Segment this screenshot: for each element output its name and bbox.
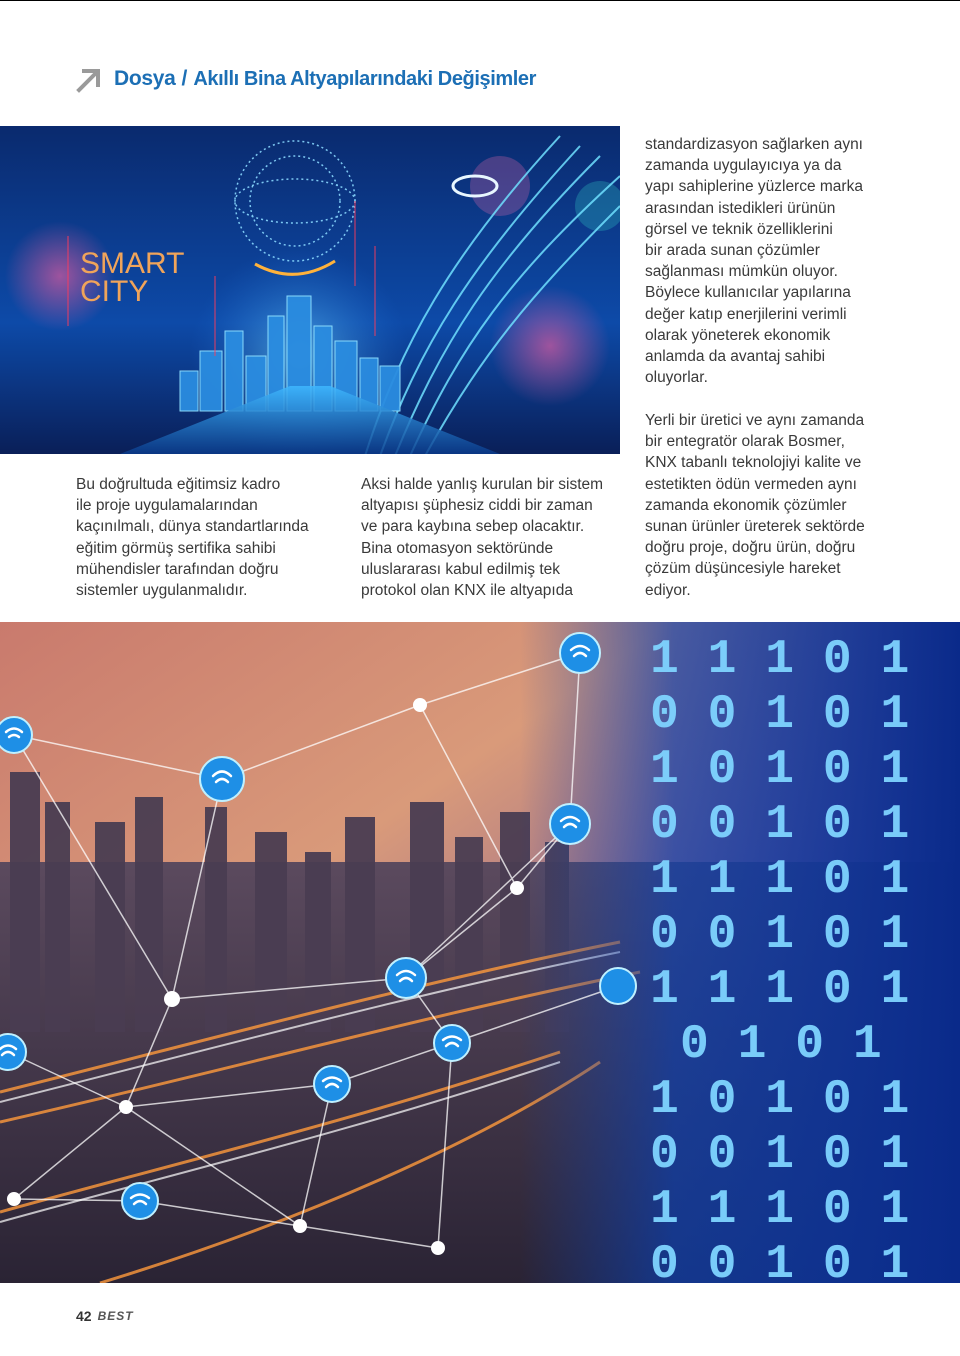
binary-row-9: 1 0 1 0 1 — [650, 1073, 910, 1127]
page-number: 42 — [76, 1308, 92, 1324]
text-column-middle: Aksi halde yanlış kurulan bir sistem altyapısı şüphesiz ciddi bir zaman ve para kaybına sebep olacaktır. Bina otomasyon sektöründe uluslararası kabul edilmiş tek protokol olan KNX ile altyapıda — [361, 476, 604, 600]
page-footer — [76, 1308, 134, 1324]
binary-row-1: 1 1 1 0 1 — [650, 633, 910, 687]
arrow-icon — [74, 64, 104, 94]
binary-row-11: 1 1 1 0 1 — [650, 1183, 910, 1237]
smart-sign-line1: SMART — [80, 247, 185, 280]
binary-row-6: 0 0 1 0 1 — [650, 908, 910, 962]
header-separator: / — [181, 67, 188, 90]
top-rule — [0, 0, 960, 1]
text-column-right-top: standardizasyon sağlarken aynı zamanda uygulayıcıya ya da yapı sahiplerine yüzlerce marka arasından istedikleri ürünün görsel ve teknik özelliklerini bir arada sunan çözümler sağlanması mümkün oluyor. Böylece kullanıcılar yapılarına değer katıp enerjilerini verimli olarak yöneterek ekonomik anlamda da avantaj sahibi oluyorlar. — [645, 136, 863, 387]
binary-row-7: 1 1 1 0 1 — [650, 963, 910, 1017]
page-title: Akıllı Bina Altyapılarındaki Değişimler — [193, 67, 537, 90]
text-column-right-bottom: Yerli bir üretici ve aynı zamanda bir entegratör olarak Bosmer, KNX tabanlı teknolojiyi kalite ve estetikten ödün vermeden aynı zamanda ekonomik çözümler sunan ürünler üreterek sektörde doğru proje, doğru ürün, doğru çözüm düşüncesiyle hareket ediyor. — [645, 412, 865, 599]
magazine-logo: BEST — [97, 1309, 134, 1323]
smart-city-image — [0, 126, 620, 454]
section-label: Dosya — [114, 67, 176, 90]
smart-sign-line2: CITY — [80, 275, 149, 308]
text-column-left: Bu doğrultuda eğitimsiz kadro ile proje uygulamalarından kaçınılmalı, dünya standartlarında eğitim görmüş sertifika sahibi mühendisler tarafından doğru sistemler uygulanmalıdır. — [76, 476, 309, 600]
city-network-image — [0, 622, 960, 1283]
binary-row-4: 0 0 1 0 1 — [650, 798, 910, 852]
binary-row-12: 0 0 1 0 1 — [650, 1238, 910, 1283]
binary-row-3: 1 0 1 0 1 — [650, 743, 910, 797]
binary-row-2: 0 0 1 0 1 — [650, 688, 910, 742]
binary-row-8: 0 1 0 1 — [680, 1018, 882, 1072]
binary-row-5: 1 1 1 0 1 — [650, 853, 910, 907]
binary-row-10: 0 0 1 0 1 — [650, 1128, 910, 1182]
section-header — [74, 62, 536, 96]
